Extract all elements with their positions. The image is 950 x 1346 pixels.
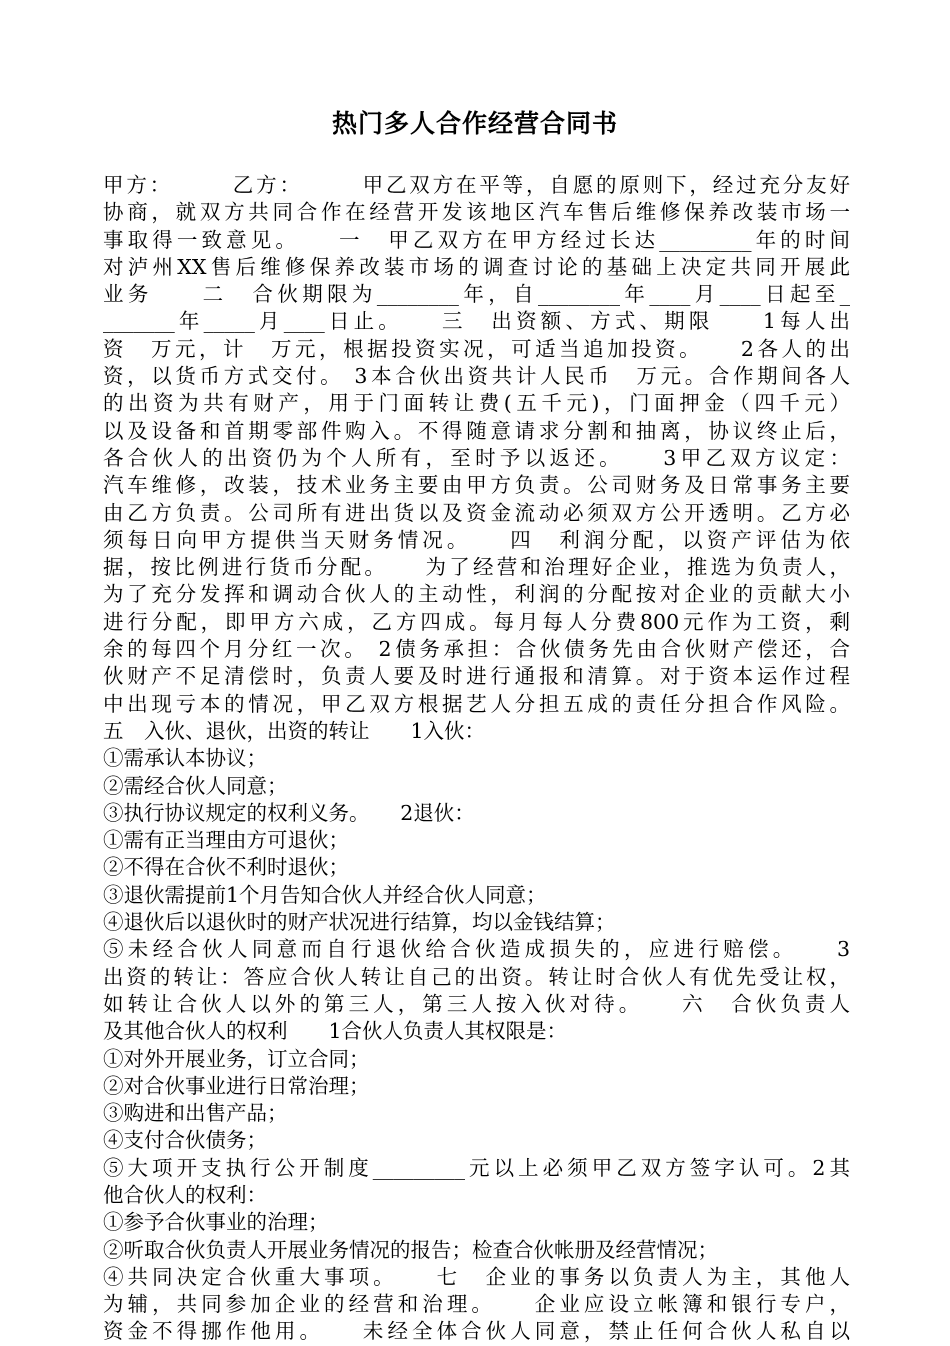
text-line: 伙财产不足清偿时，负责人要及时进行通报和清算。对于资本运作过程 [103, 664, 850, 689]
text-line: 如转让合伙人以外的第三人，第三人按入伙对待。 六 合伙负责人 [103, 991, 850, 1016]
text-line: ④退伙后以退伙时的财产状况进行结算，均以金钱结算； [103, 910, 616, 935]
text-line: 出资的转让：答应合伙人转让自己的出资。转让时合伙人有优先受让权， [103, 964, 850, 989]
text-line: ②需经合伙人同意； [103, 773, 288, 798]
text-line: 须每日向甲方提供当天财务情况。 四 利润分配，以资产评估为依 [103, 527, 850, 552]
text-line: 五 入伙、退伙，出资的转让 1入伙： [103, 718, 486, 743]
text-line: 对泸州XX售后维修保养改装市场的调查讨论的基础上决定共同开展此 [103, 254, 850, 279]
text-line: ⑤未经合伙人同意而自行退伙给合伙造成损失的，应进行赔偿。 3 [103, 937, 850, 962]
text-line: 为辅，共同参加企业的经营和治理。 企业应设立帐簿和银行专户， [103, 1292, 850, 1317]
text-line: 业务 二 合伙期限为________年，自________年____月____日起至_ [103, 282, 850, 307]
text-line: 为了充分发挥和调动合伙人的主动性，利润的分配按对企业的贡献大小 [103, 582, 850, 607]
text-line: 及其他合伙人的权利 1合伙人负责人其权限是： [103, 1019, 568, 1044]
text-line: ④共同决定合伙重大事项。 七 企业的事务以负责人为主，其他人 [103, 1264, 850, 1289]
text-line: 各合伙人的出资仍为个人所有，至时予以返还。 3甲乙双方议定： [103, 445, 850, 470]
text-line: 余的每四个月分红一次。 2债务承担：合伙债务先由合伙财产偿还，合 [103, 637, 850, 662]
text-line: ③退伙需提前1个月告知合伙人并经合伙人同意； [103, 882, 547, 907]
text-line: _______年_____月____日止。 三 出资额、方式、期限 1每人出 [103, 309, 850, 334]
text-line: 的出资为共有财产，用于门面转让费(五千元)，门面押金（四千元） [103, 391, 850, 416]
text-line: ③执行协议规定的权利义务。 2退伙： [103, 800, 475, 825]
text-line: 中出现亏本的情况，甲乙双方根据艺人分担五成的责任分担合作风险。 [103, 691, 850, 716]
text-line: ⑤大项开支执行公开制度_________元以上必须甲乙双方签字认可。2其 [103, 1155, 850, 1180]
text-line: ②对合伙事业进行日常治理； [103, 1073, 370, 1098]
text-line: ②不得在合伙不利时退伙； [103, 855, 349, 880]
document-body [103, 172, 850, 1346]
text-line: 事取得一致意见。 一 甲乙双方在甲方经过长达_________年的时间 [103, 227, 850, 252]
text-line: 协商，就双方共同合作在经营开发该地区汽车售后维修保养改装市场一 [103, 200, 850, 225]
text-line: ②听取合伙负责人开展业务情况的报告；检查合伙帐册及经营情况； [103, 1237, 718, 1262]
text-line: 资 万元，计 万元，根据投资实况，可适当追加投资。 2各人的出 [103, 336, 850, 361]
text-line: ①对外开展业务，订立合同； [103, 1046, 370, 1071]
text-line: ①参予合伙事业的治理； [103, 1210, 329, 1235]
text-line: 以及设备和首期零部件购入。不得随意请求分割和抽离，协议终止后， [103, 418, 850, 443]
text-line: ①需有正当理由方可退伙； [103, 828, 349, 853]
text-line: ③购进和出售产品； [103, 1101, 288, 1126]
document-title: 热门多人合作经营合同书 [331, 109, 618, 138]
text-line: 由乙方负责。公司所有进出货以及资金流动必须双方公开透明。乙方必 [103, 500, 850, 525]
text-line: 资，以货币方式交付。 3本合伙出资共计人民币 万元。合作期间各人 [103, 364, 850, 389]
text-line: 资金不得挪作他用。 未经全体合伙人同意，禁止任何合伙人私自以 [103, 1319, 850, 1344]
text-line: 他合伙人的权利： [103, 1182, 267, 1207]
text-line: 据，按比例进行货币分配。 为了经营和治理好企业，推选为负责人， [103, 555, 850, 580]
text-line: 汽车维修，改装，技术业务主要由甲方负责。公司财务及日常事务主要 [103, 473, 850, 498]
text-line: 甲方： 乙方： 甲乙双方在平等，自愿的原则下，经过充分友好 [103, 173, 850, 197]
text-line: 进行分配，即甲方六成，乙方四成。每月每人分费800元作为工资，剩 [103, 609, 850, 634]
text-line: ①需承认本协议； [103, 746, 267, 771]
text-line: ④支付合伙债务； [103, 1128, 267, 1153]
